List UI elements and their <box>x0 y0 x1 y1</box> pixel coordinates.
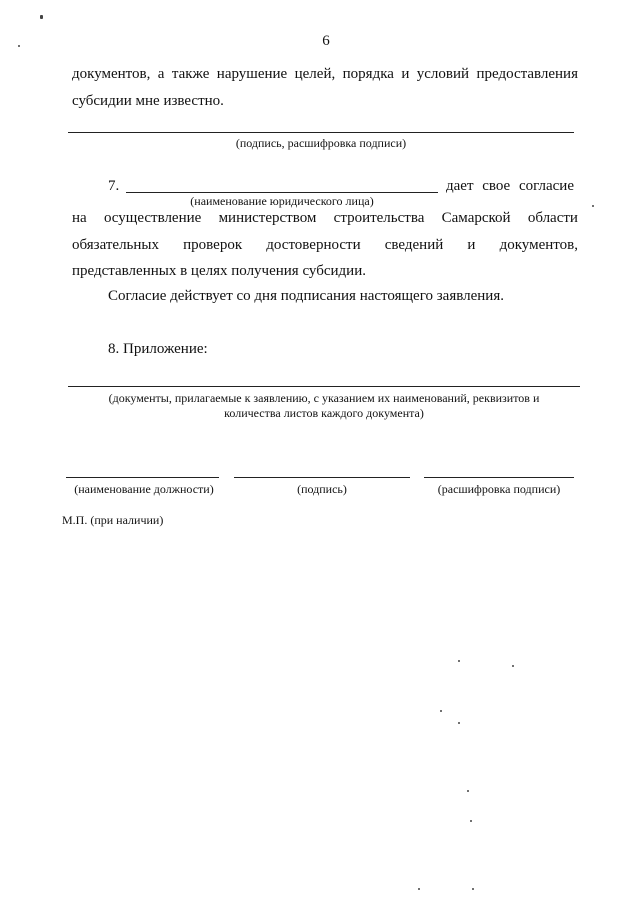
word: а <box>157 66 165 82</box>
word: также <box>171 66 210 82</box>
word: обязательных <box>72 237 159 253</box>
word: порядка <box>342 66 394 82</box>
signature-caption-2: (подпись) <box>297 482 347 496</box>
attachment-caption-line-2: количества листов каждого документа) <box>224 406 424 420</box>
page-number: 6 <box>322 33 330 49</box>
item7-line-2 <box>72 210 578 227</box>
scan-speck <box>418 888 420 890</box>
word: строительства <box>333 210 425 226</box>
scan-speck <box>470 820 472 822</box>
item7-trailing-words <box>446 178 574 195</box>
scan-speck <box>512 665 514 667</box>
stamp-note: М.П. (при наличии) <box>62 513 164 527</box>
word: нарушение <box>216 66 288 82</box>
scan-speck <box>18 45 20 47</box>
word: целей, <box>294 66 336 82</box>
word: достоверности <box>266 237 361 253</box>
signature-line <box>68 132 574 133</box>
position-line <box>66 477 219 478</box>
scan-speck <box>458 660 460 662</box>
word: и <box>401 66 410 82</box>
item7-line-4: представленных в целях получения субсидии. <box>72 263 366 279</box>
item7-number: 7. <box>108 178 120 194</box>
word: и <box>467 237 476 253</box>
word: на <box>72 210 87 226</box>
word: осуществление <box>103 210 202 226</box>
position-caption: (наименование должности) <box>74 482 214 496</box>
item8-label: 8. Приложение: <box>108 341 208 357</box>
signature-caption: (подпись, расшифровка подписи) <box>235 136 407 150</box>
paragraph-line-2: субсидии мне известно. <box>72 93 224 109</box>
word: сведений <box>384 237 444 253</box>
item7-line-3 <box>72 237 578 254</box>
scan-speck <box>440 710 442 712</box>
word: Самарской <box>441 210 511 226</box>
decoding-line <box>424 477 574 478</box>
scan-speck <box>472 888 474 890</box>
word: согласие <box>518 178 574 194</box>
word: проверок <box>183 237 243 253</box>
attachment-caption-line-1: (документы, прилагаемые к заявлению, с указанием их наименований, реквизитов и <box>108 391 540 405</box>
legal-entity-caption: (наименование юридического лица) <box>190 194 374 208</box>
paragraph-line-1 <box>72 66 578 83</box>
word: документов, <box>72 66 151 82</box>
scan-speck <box>40 15 43 19</box>
scan-speck <box>467 790 469 792</box>
attachment-line <box>68 386 580 387</box>
word: условий <box>416 66 470 82</box>
word: министерством <box>218 210 317 226</box>
word: области <box>527 210 578 226</box>
word: дает <box>446 178 474 194</box>
word: свое <box>482 178 511 194</box>
scan-speck <box>458 722 460 724</box>
scan-speck <box>592 205 594 207</box>
legal-entity-line <box>126 192 438 193</box>
word: предоставления <box>476 66 578 82</box>
consent-text: Согласие действует со дня подписания настоящего заявления. <box>108 288 504 304</box>
signature-line-2 <box>234 477 410 478</box>
word: документов, <box>499 237 578 253</box>
decoding-caption: (расшифровка подписи) <box>437 482 561 496</box>
